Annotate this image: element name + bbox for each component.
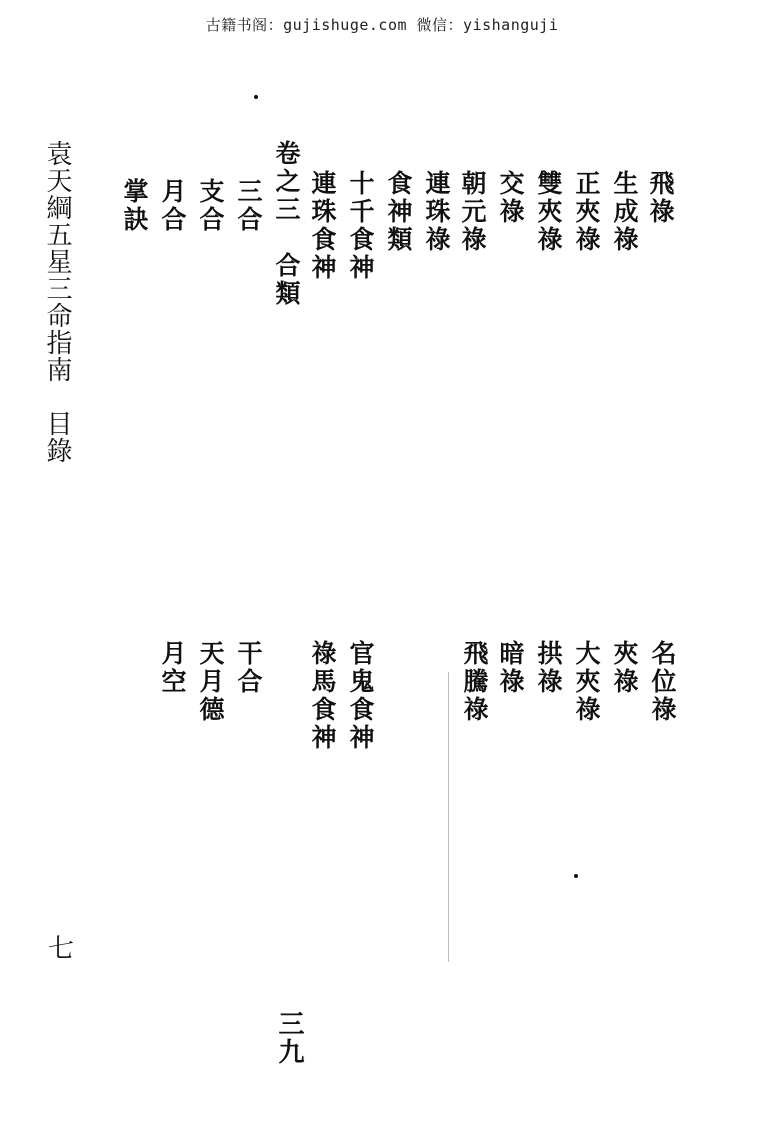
page-number: 三九 — [274, 1010, 304, 1066]
entry-guan-gui-shi-shen: 官鬼食神 — [346, 640, 375, 752]
watermark: 古籍书阁：gujishuge.com 微信：yishanguji — [205, 16, 559, 34]
entry-gong-lu: 拱祿 — [534, 640, 563, 696]
ink-speck — [574, 874, 578, 878]
entry-fei-teng-lu: 飛騰祿 — [460, 640, 489, 724]
entry-da-jia-lu: 大夾祿 — [572, 640, 601, 724]
entry-zheng-jia-lu: 正夾祿 — [572, 170, 601, 254]
entry-ming-wei-lu: 名位祿 — [648, 640, 677, 724]
entry-shi-shen-lei: 食神類 — [384, 170, 413, 254]
entry-yue-he: 月合 — [158, 178, 187, 234]
entry-lu-ma-shi-shen: 祿馬食神 — [308, 640, 337, 752]
volume-3-heading: 卷之三 合類 — [272, 140, 301, 308]
entry-shuang-jia-lu: 雙夾祿 — [534, 170, 563, 254]
entry-sheng-cheng-lu: 生成祿 — [610, 170, 639, 254]
column-rule — [448, 672, 449, 962]
entry-shi-qian-shi-shen: 十千食神 — [346, 170, 375, 282]
entry-an-lu: 暗祿 — [496, 640, 525, 696]
folio-number: 七 — [48, 934, 75, 964]
entry-gan-he: 干合 — [234, 640, 263, 696]
entry-zhi-he: 支合 — [196, 178, 225, 234]
entry-yue-kong: 月空 — [158, 640, 187, 696]
entry-jia-lu: 夾祿 — [610, 640, 639, 696]
entry-san-he: 三合 — [234, 178, 263, 234]
entry-tian-yue-de: 天月德 — [196, 640, 225, 724]
book-title: 袁天綱五星三命指南 目錄 — [42, 140, 72, 464]
entry-fei-lu: 飛祿 — [646, 170, 675, 226]
entry-zhang-jue: 掌訣 — [120, 178, 149, 234]
entry-chao-yuan-lu: 朝元祿 — [458, 170, 487, 254]
entry-jiao-lu: 交祿 — [496, 170, 525, 226]
entry-lian-zhu-shi-shen: 連珠食神 — [308, 170, 337, 282]
ink-speck — [254, 95, 258, 99]
entry-lian-zhu-lu: 連珠祿 — [422, 170, 451, 254]
